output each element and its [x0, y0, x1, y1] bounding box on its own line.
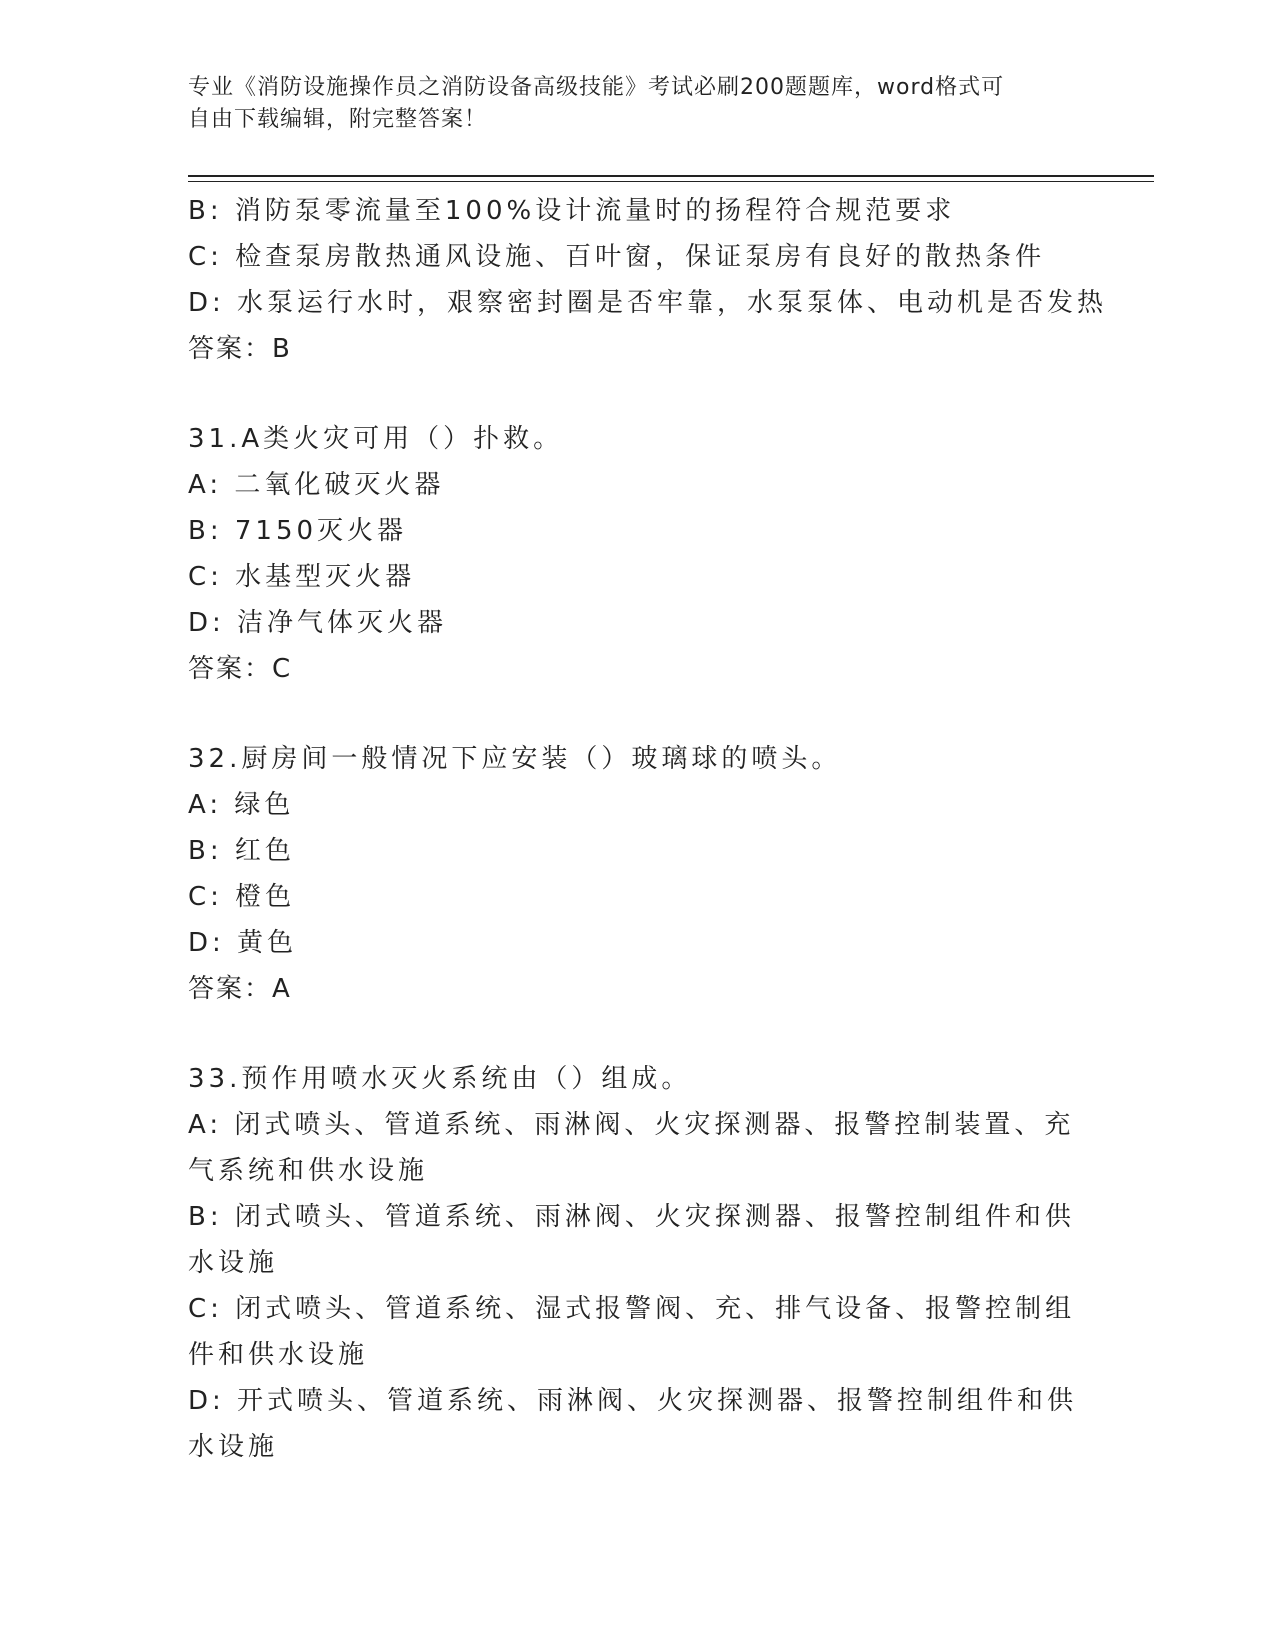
option-b: B: 消防泵零流量至100%设计流量时的扬程符合规范要求 [188, 196, 956, 226]
header-rule-thin [188, 181, 1154, 182]
question-stem: 33.预作用喷水灭火系统由（）组成。 [188, 1064, 692, 1094]
answer-line: 答案：A [188, 974, 292, 1004]
option-c: C: 橙色 [188, 882, 296, 912]
option-d: D: 开式喷头、管道系统、雨淋阀、火灾探测器、报警控制组件和供水设施 [188, 1386, 1078, 1462]
option-a: A: 二氧化破灭火器 [188, 470, 445, 500]
header-line-1: 专业《消防设施操作员之消防设备高级技能》考试必刷200题题库，word格式可 [188, 75, 1005, 100]
option-a: A: 闭式喷头、管道系统、雨淋阀、火灾探测器、报警控制装置、充气系统和供水设施 [188, 1110, 1075, 1186]
option-d: D: 水泵运行水时，艰察密封圈是否牢靠，水泵泵体、电动机是否发热 [188, 288, 1108, 318]
question-stem: 31.A类火灾可用（）扑救。 [188, 424, 564, 454]
question-32 [188, 736, 1088, 1012]
header-rule-thick [188, 175, 1154, 177]
document-header [188, 72, 1088, 136]
question-content [188, 188, 1108, 1470]
option-d: D: 洁净气体灭火器 [188, 608, 448, 638]
answer-line: 答案：C [188, 654, 293, 684]
option-c: C: 检查泵房散热通风设施、百叶窗，保证泵房有良好的散热条件 [188, 242, 1046, 272]
option-b: B: 闭式喷头、管道系统、雨淋阀、火灾探测器、报警控制组件和供水设施 [188, 1202, 1075, 1278]
option-b: B: 7150灭火器 [188, 516, 408, 546]
question-33 [188, 1056, 1088, 1470]
option-d: D: 黄色 [188, 928, 298, 958]
header-line-2: 自由下载编辑，附完整答案！ [188, 107, 488, 132]
question-31 [188, 416, 1088, 692]
answer-line: 答案：B [188, 334, 292, 364]
option-c: C: 闭式喷头、管道系统、湿式报警阀、充、排气设备、报警控制组件和供水设施 [188, 1294, 1076, 1370]
question-stem: 32.厨房间一般情况下应安装（）玻璃球的喷头。 [188, 744, 842, 774]
carryover-question [188, 188, 1108, 372]
option-a: A: 绿色 [188, 790, 295, 820]
option-b: B: 红色 [188, 836, 295, 866]
option-c: C: 水基型灭火器 [188, 562, 416, 592]
